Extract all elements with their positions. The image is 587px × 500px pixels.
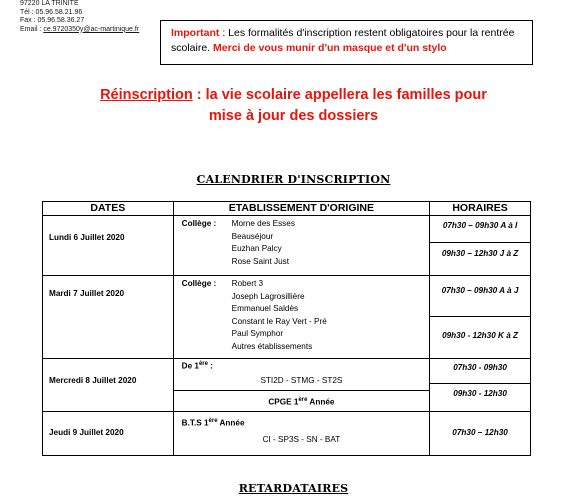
bts-suffix: Année (217, 418, 245, 428)
header-dates: DATES (43, 202, 174, 216)
horaire-slot: 09h30 – 12h30 J à Z (441, 249, 519, 258)
bts-label (182, 418, 245, 428)
horaire-slot: 07h30 – 09h30 A à I (430, 216, 530, 243)
level-suffix: : (207, 361, 213, 371)
notice-highlight: Merci de vous munir d'un masque et d'un stylo (213, 42, 447, 54)
school-name: Joseph Lagrosillière (231, 291, 305, 301)
horaire-slot: 07h30 – 09h30 A à J (430, 276, 530, 317)
cpge-prefix: CPGE 1 (268, 397, 299, 407)
headline-line2: mise à jour des dossiers (208, 108, 379, 124)
school-name: Paul Symphor (231, 329, 284, 338)
level-label (182, 361, 213, 371)
header-horaires: HORAIRES (430, 202, 531, 216)
date-cell: Jeudi 9 Juillet 2020 (43, 412, 174, 456)
table-row (43, 276, 531, 359)
fax: Fax : 05.96.58.36.27 (20, 17, 85, 24)
date-cell: Lundi 6 Juillet 2020 (43, 216, 174, 276)
table-row (43, 359, 531, 412)
school-name: Beauséjour (231, 231, 274, 241)
school-name: Autres établissements (231, 341, 313, 351)
school-name: Morne des Esses (231, 219, 295, 228)
horaire-cell (430, 276, 531, 359)
table-row (43, 412, 531, 456)
options-list: CI - SP3S - SN - BAT (262, 435, 341, 444)
college-label: Collège : (181, 279, 217, 288)
important-notice (160, 20, 533, 65)
date-cell: Mercredi 8 Juillet 2020 (43, 359, 174, 412)
notice-text: : Les formalités d'inscription restent obligatoires pour la rentrée scolaire. (171, 27, 515, 54)
reinscription-headline (0, 85, 587, 127)
school-name: Constant le Ray Vert - Pré (231, 316, 327, 326)
retardataires-title: RETARDATAIRES (238, 482, 349, 495)
school-cell (173, 412, 429, 456)
cpge-sup: ère (298, 397, 308, 403)
horaire-slot: 07h30 – 12h30 (430, 412, 531, 456)
school-cell (173, 276, 429, 359)
bts-prefix: B.T.S 1 (181, 418, 209, 428)
email-label: Email : (20, 25, 44, 33)
school-cell (173, 359, 429, 412)
header-etablissement: ETABLISSEMENT D'ORIGINE (173, 202, 429, 216)
important-label: Important (171, 27, 220, 39)
date-cell: Mardi 7 Juillet 2020 (43, 276, 174, 359)
horaire-slot: 09h30 - 12h30 K à Z (442, 331, 519, 340)
cpge-suffix: Année (307, 397, 335, 407)
cpge-label (174, 391, 429, 411)
headline-line1: : la vie scolaire appellera les familles pour (192, 87, 487, 103)
school-name: Euzhan Palcy (231, 244, 282, 253)
email-line (20, 26, 139, 35)
phone: Tél : 05.96.58.21.96 (20, 8, 83, 16)
school-name: Emmanuel Saldès (231, 304, 299, 313)
calendar-title: CALENDRIER D'INSCRIPTION (196, 173, 391, 186)
horaire-cell (430, 216, 531, 276)
bts-sup: ère (208, 418, 218, 424)
calendar-table (42, 201, 531, 456)
school-cell (173, 216, 429, 276)
email-link[interactable]: ce.9720350y@ac-martinique.fr (43, 25, 140, 33)
table-row (43, 216, 531, 276)
contact-block (20, 0, 139, 34)
address: 97220 LA TRINITE (20, 0, 79, 7)
level-prefix: De 1 (181, 361, 199, 371)
level-sup: ère (198, 361, 208, 367)
school-name: Robert 3 (231, 279, 264, 288)
options-list: STI2D - STMG - ST2S (260, 376, 343, 385)
table-header-row (43, 202, 531, 216)
headline-keyword: Réinscription (100, 87, 193, 103)
horaire-slot: 07h30 - 09h30 (430, 359, 530, 384)
college-label: Collège : (181, 219, 217, 228)
school-name: Rose Saint Just (231, 256, 290, 266)
horaire-cell (430, 359, 531, 412)
horaire-slot: 09h30 - 12h30 (453, 389, 507, 398)
